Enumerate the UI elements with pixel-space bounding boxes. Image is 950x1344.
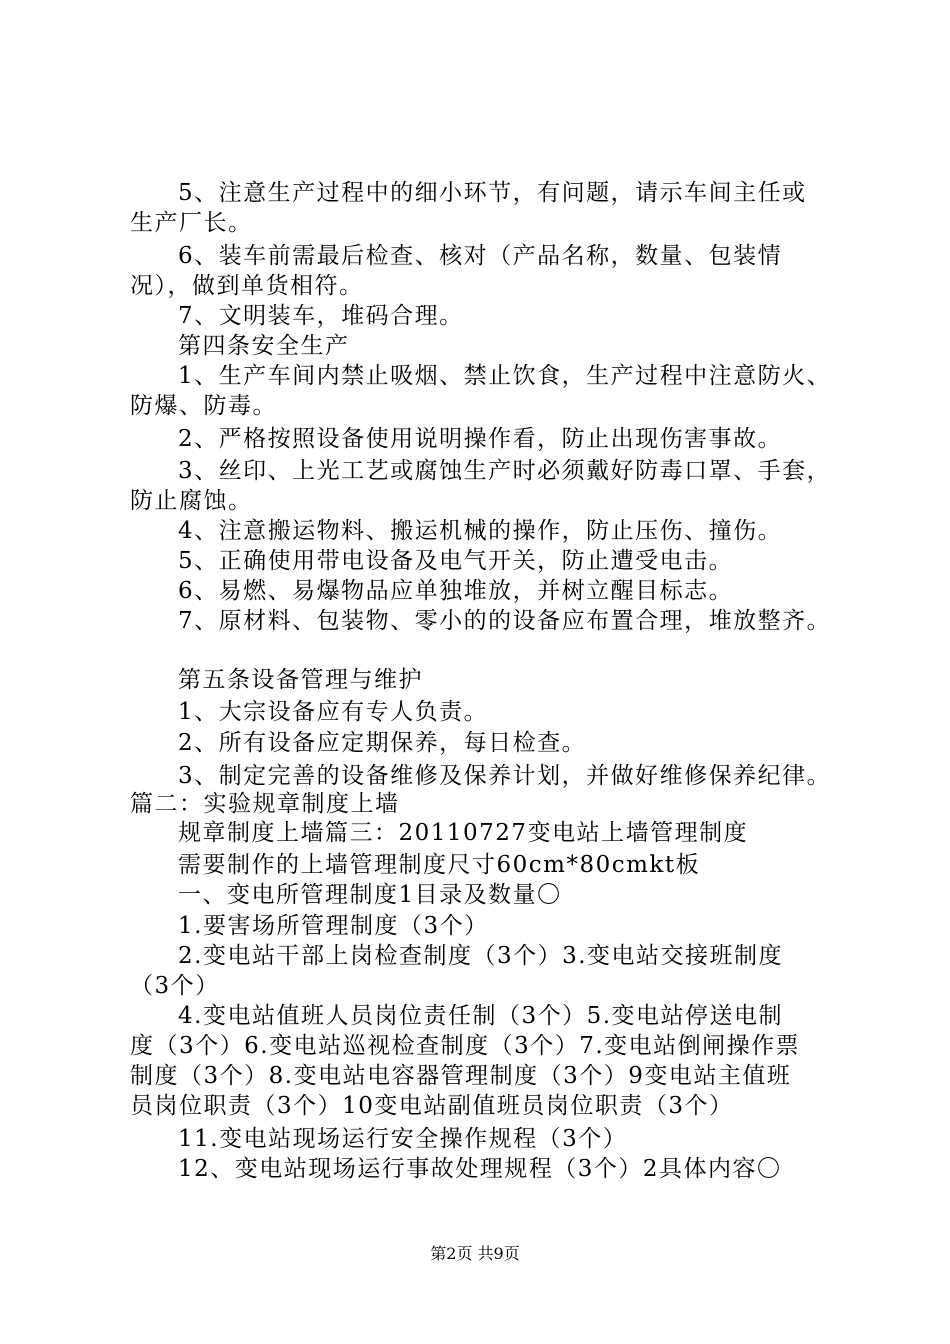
text-line: 2.变电站干部上岗检查制度（3个）3.变电站交接班制度 bbox=[178, 943, 784, 969]
text-line: 一、变电所管理制度1目录及数量〇 bbox=[178, 882, 562, 908]
text-line: （3个） bbox=[130, 973, 220, 999]
text-line: 1、大宗设备应有专人负责。 bbox=[178, 699, 489, 725]
text-line: 6、易燃、易爆物品应单独堆放，并树立醒目标志。 bbox=[178, 578, 734, 604]
text-line: 1、生产车间内禁止吸烟、禁止饮食，生产过程中注意防火、 bbox=[178, 363, 832, 389]
text-line: 11.变电站现场运行安全操作规程（3个） bbox=[178, 1126, 628, 1152]
text-line: 需要制作的上墙管理制度尺寸60cm*80cmkt板 bbox=[178, 852, 701, 878]
text-line: 7、文明装车，堆码合理。 bbox=[178, 303, 464, 329]
text-line: 况），做到单货相符。 bbox=[130, 273, 364, 299]
section-heading: 篇二：实验规章制度上墙 bbox=[130, 791, 400, 817]
text-line: 2、严格按照设备使用说明操作看，防止出现伤害事故。 bbox=[178, 426, 783, 452]
text-line: 4、注意搬运物料、搬运机械的操作，防止压伤、撞伤。 bbox=[178, 518, 783, 544]
text-line: 制度（3个）8.变电站电容器管理制度（3个）9变电站主值班 bbox=[130, 1063, 792, 1089]
page-footer: 第2页 共9页 bbox=[430, 1244, 520, 1263]
text-line: 5、注意生产过程中的细小环节，有问题，请示车间主任或 bbox=[178, 180, 807, 206]
text-line: 防止腐蚀。 bbox=[130, 488, 253, 514]
text-line: 3、丝印、上光工艺或腐蚀生产时必须戴好防毒口罩、手套， bbox=[178, 458, 832, 484]
text-line: 度（3个）6.变电站巡视检查制度（3个）7.变电站倒闸操作票 bbox=[130, 1033, 801, 1059]
text-line: 员岗位职责（3个）10变电站副值班员岗位职责（3个） bbox=[130, 1093, 734, 1119]
text-line: 生产厂长。 bbox=[130, 210, 253, 236]
text-line: 4.变电站值班人员岗位责任制（3个）5.变电站停送电制 bbox=[178, 1003, 784, 1029]
section-heading: 第五条设备管理与维护 bbox=[178, 667, 423, 693]
text-line: 1.要害场所管理制度（3个） bbox=[178, 913, 489, 939]
text-line: 规章制度上墙篇三：20110727变电站上墙管理制度 bbox=[178, 820, 749, 846]
text-line: 7、原材料、包装物、零小的的设备应布置合理，堆放整齐。 bbox=[178, 608, 832, 634]
text-line: 2、所有设备应定期保养，每日检查。 bbox=[178, 730, 587, 756]
text-line: 3、制定完善的设备维修及保养计划，并做好维修保养纪律。 bbox=[178, 763, 832, 789]
text-line: 6、装车前需最后检查、核对（产品名称，数量、包装情 bbox=[178, 243, 783, 269]
section-heading: 第四条安全生产 bbox=[178, 333, 350, 359]
text-line: 5、正确使用带电设备及电气开关，防止遭受电击。 bbox=[178, 548, 734, 574]
text-line: 12、变电站现场运行事故处理规程（3个）2具体内容〇 bbox=[178, 1156, 782, 1182]
text-line: 防爆、防毒。 bbox=[130, 393, 277, 419]
